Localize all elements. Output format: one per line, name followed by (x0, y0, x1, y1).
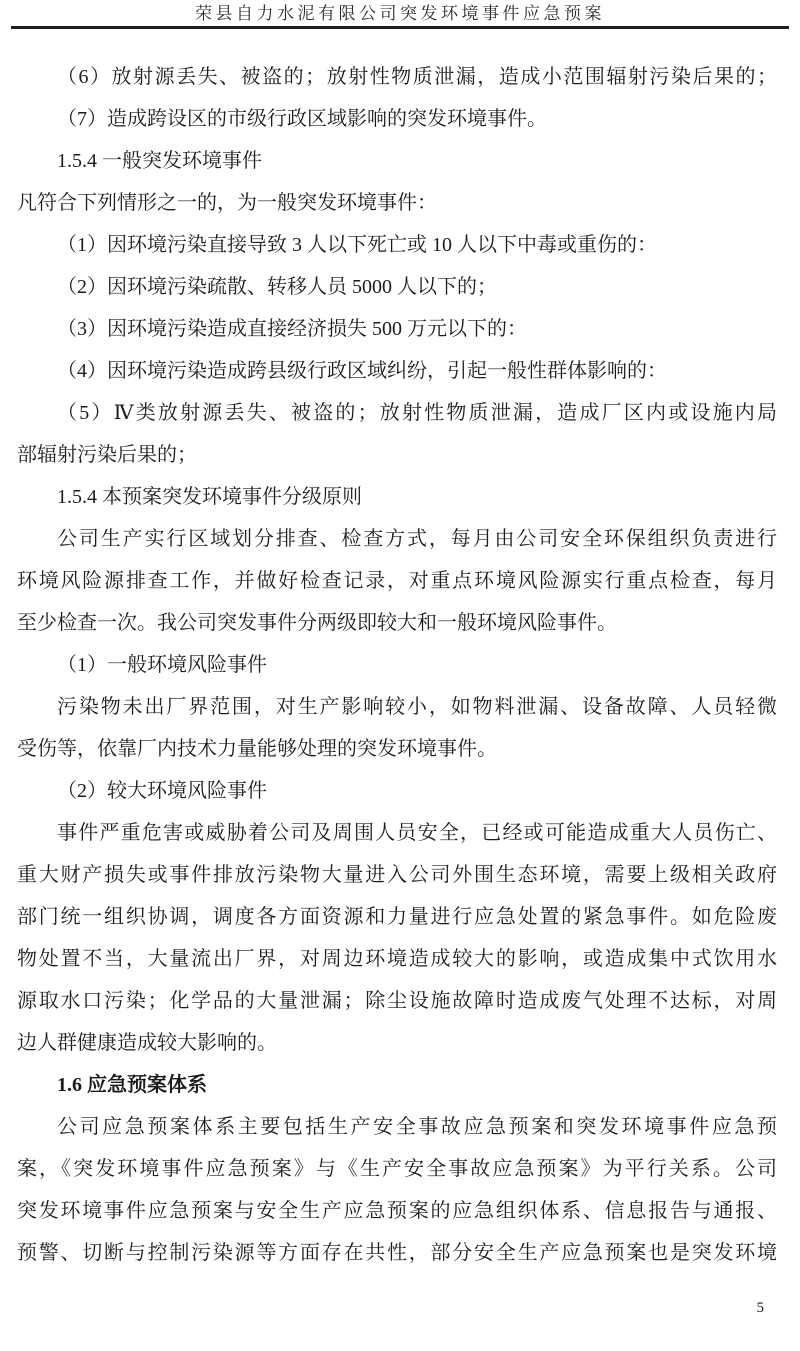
text-line: 公司应急预案体系主要包括生产安全事故应急预案和突发环境事件应急预 (57, 1116, 777, 1138)
text-line: 案，《突发环境事件应急预案》与《生产安全事故应急预案》为平行关系。公司 (17, 1158, 777, 1180)
text-line: 部门统一组织协调，调度各方面资源和力量进行应急处置的紧急事件。如危险废 (17, 906, 777, 928)
text-line: （6）放射源丢失、被盗的；放射性物质泄漏，造成小范围辐射污染后果的； (57, 66, 777, 88)
text-line: （2）较大环境风险事件 (57, 780, 267, 802)
page-number: 5 (756, 1300, 764, 1316)
text-line: 至少检查一次。我公司突发事件分两级即较大和一般环境风险事件。 (17, 612, 617, 634)
text-line: 凡符合下列情形之一的，为一般突发环境事件： (17, 192, 437, 214)
text-line: 受伤等，依靠厂内技术力量能够处理的突发环境事件。 (17, 738, 497, 760)
text-line: 1.5.4 本预案突发环境事件分级原则 (57, 486, 362, 508)
text-line: 事件严重危害或威胁着公司及周围人员安全，已经或可能造成重大人员伤亡、 (57, 822, 777, 844)
text-line: 边人群健康造成较大影响的。 (17, 1032, 277, 1054)
text-line: 重大财产损失或事件排放污染物大量进入公司外围生态环境，需要上级相关政府 (17, 864, 777, 886)
text-line: 1.5.4 一般突发环境事件 (57, 150, 262, 172)
text-line: （1）一般环境风险事件 (57, 654, 267, 676)
text-line: 物处置不当，大量流出厂界，对周边环境造成较大的影响，或造成集中式饮用水 (17, 948, 777, 970)
text-line: 环境风险源排查工作，并做好检查记录，对重点环境风险源实行重点检查，每月 (17, 570, 777, 592)
document-header-title: 荣县自力水泥有限公司突发环境事件应急预案 (195, 4, 605, 23)
text-line: 源取水口污染；化学品的大量泄漏；除尘设施故障时造成废气处理不达标，对周 (17, 990, 777, 1012)
text-line: 部辐射污染后果的； (17, 444, 197, 466)
text-line: 突发环境事件应急预案与安全生产应急预案的应急组织体系、信息报告与通报、 (17, 1200, 777, 1222)
text-line: 预警、切断与控制污染源等方面存在共性，部分安全生产应急预案也是突发环境 (17, 1242, 777, 1264)
document-body (0, 29, 800, 1274)
text-line: 公司生产实行区域划分排查、检查方式，每月由公司安全环保组织负责进行 (57, 528, 777, 550)
text-line: （2）因环境污染疏散、转移人员 5000 人以下的； (57, 276, 497, 298)
page-header (0, 0, 800, 24)
text-line: 污染物未出厂界范围，对生产影响较小，如物料泄漏、设备故障、人员轻微 (57, 696, 777, 718)
text-line: （7）造成跨设区的市级行政区域影响的突发环境事件。 (57, 108, 547, 130)
text-line: （1）因环境污染直接导致 3 人以下死亡或 10 人以下中毒或重伤的： (57, 234, 657, 256)
text-line: （3）因环境污染造成直接经济损失 500 万元以下的： (57, 318, 527, 340)
text-line: （5）Ⅳ类放射源丢失、被盗的；放射性物质泄漏，造成厂区内或设施内局 (57, 402, 777, 424)
section-heading: 1.6 应急预案体系 (57, 1074, 207, 1096)
text-line: （4）因环境污染造成跨县级行政区域纠纷，引起一般性群体影响的： (57, 360, 667, 382)
